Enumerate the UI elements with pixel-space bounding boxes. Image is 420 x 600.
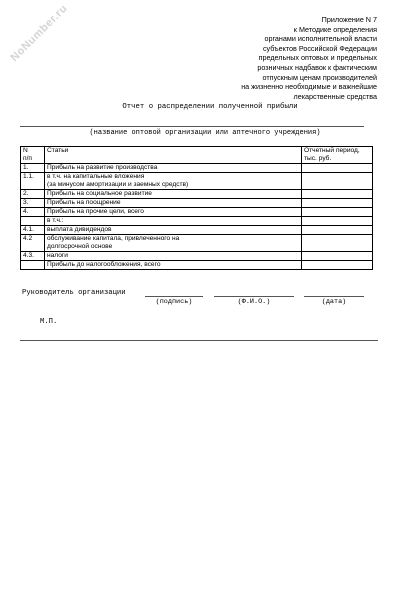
row-item-line: Прибыль на прочие цели, всего xyxy=(47,208,144,215)
organization-name-line xyxy=(20,126,364,127)
bottom-divider xyxy=(20,340,378,341)
header-num-line: N xyxy=(23,147,28,154)
row-item-line: в т.ч.: xyxy=(47,217,64,224)
row-item-line: Прибыль на поощрение xyxy=(47,199,121,206)
appendix-header xyxy=(147,15,377,101)
appendix-line: субъектов Российской Федерации xyxy=(262,43,377,53)
row-item xyxy=(45,208,302,217)
row-item xyxy=(45,235,302,252)
row-value xyxy=(302,199,373,208)
report-title: Отчет о распределении полученной прибыли xyxy=(122,103,298,111)
watermark: NoNumber.ru xyxy=(8,2,70,64)
signature-label: Руководитель организации xyxy=(22,289,126,297)
row-value xyxy=(302,208,373,217)
row-item xyxy=(45,261,302,270)
table-row xyxy=(21,190,373,199)
row-value xyxy=(302,252,373,261)
header-item: Статьи xyxy=(45,147,302,164)
row-number: 4.3. xyxy=(21,252,45,261)
row-item-line: обслуживание капитала, привлеченного на xyxy=(47,235,180,242)
row-item xyxy=(45,164,302,173)
table-row xyxy=(21,199,373,208)
table-row xyxy=(21,226,373,235)
table-row xyxy=(21,261,373,270)
row-number xyxy=(21,261,45,270)
row-item-line: (за минусом амортизации и заемных средств) xyxy=(47,181,189,188)
row-item-line: налоги xyxy=(47,252,68,259)
row-value xyxy=(302,190,373,199)
row-item-line: Прибыль на развитие производства xyxy=(47,164,158,171)
row-item xyxy=(45,199,302,208)
row-value xyxy=(302,261,373,270)
row-value xyxy=(302,164,373,173)
organization-caption: (название оптовой организации или аптечного учреждения) xyxy=(89,129,321,137)
appendix-line: органами исполнительной власти xyxy=(264,34,377,44)
row-number xyxy=(21,217,45,226)
header-num-line: п/п xyxy=(23,155,32,162)
row-item-line: Прибыль на социальное развитие xyxy=(47,190,152,197)
date-line xyxy=(304,296,364,297)
row-number: 4. xyxy=(21,208,45,217)
appendix-line: Приложение N 7 xyxy=(321,15,377,24)
name-line xyxy=(214,296,294,297)
table-row xyxy=(21,252,373,261)
row-item xyxy=(45,173,302,190)
appendix-line: предельных оптовых и предельных xyxy=(258,53,377,63)
row-item-line: долгосрочной основе xyxy=(47,243,113,250)
row-value xyxy=(302,173,373,190)
appendix-line: на жизненно необходимые и важнейшие xyxy=(241,82,377,92)
table-row xyxy=(21,208,373,217)
row-item-line: Прибыль до налогообложения, всего xyxy=(47,261,161,268)
row-number: 3. xyxy=(21,199,45,208)
row-number: 4.2 xyxy=(21,235,45,252)
row-item xyxy=(45,190,302,199)
table-row xyxy=(21,173,373,190)
row-number: 1. xyxy=(21,164,45,173)
row-item xyxy=(45,217,302,226)
header-value xyxy=(302,147,373,164)
appendix-line: к Методике определения xyxy=(293,24,377,34)
header-value-line: тыс. руб. xyxy=(304,155,332,162)
row-item-line: выплата дивидендов xyxy=(47,226,112,233)
signature-line xyxy=(145,296,203,297)
row-value xyxy=(302,235,373,252)
name-caption: (Ф.И.О.) xyxy=(237,298,271,306)
appendix-line: розничных надбавок к фактическим xyxy=(257,62,377,72)
table-row xyxy=(21,164,373,173)
table-header-row xyxy=(21,147,373,164)
table-row xyxy=(21,235,373,252)
row-number: 2. xyxy=(21,190,45,199)
signature-caption: (подпись) xyxy=(155,298,193,306)
row-item xyxy=(45,252,302,261)
header-value-line: Отчетный период, xyxy=(304,147,360,154)
header-num xyxy=(21,147,45,164)
profit-distribution-table xyxy=(20,146,373,270)
stamp-label: М.П. xyxy=(40,318,58,326)
appendix-line: отпускным ценам производителей xyxy=(262,72,377,82)
row-item xyxy=(45,226,302,235)
table-row xyxy=(21,217,373,226)
row-item-line: в т.ч. на капитальные вложения xyxy=(47,173,145,180)
row-value xyxy=(302,226,373,235)
date-caption: (дата) xyxy=(321,298,347,306)
row-value xyxy=(302,217,373,226)
appendix-line: лекарственные средства xyxy=(293,91,377,101)
row-number: 4.1. xyxy=(21,226,45,235)
row-number: 1.1. xyxy=(21,173,45,190)
